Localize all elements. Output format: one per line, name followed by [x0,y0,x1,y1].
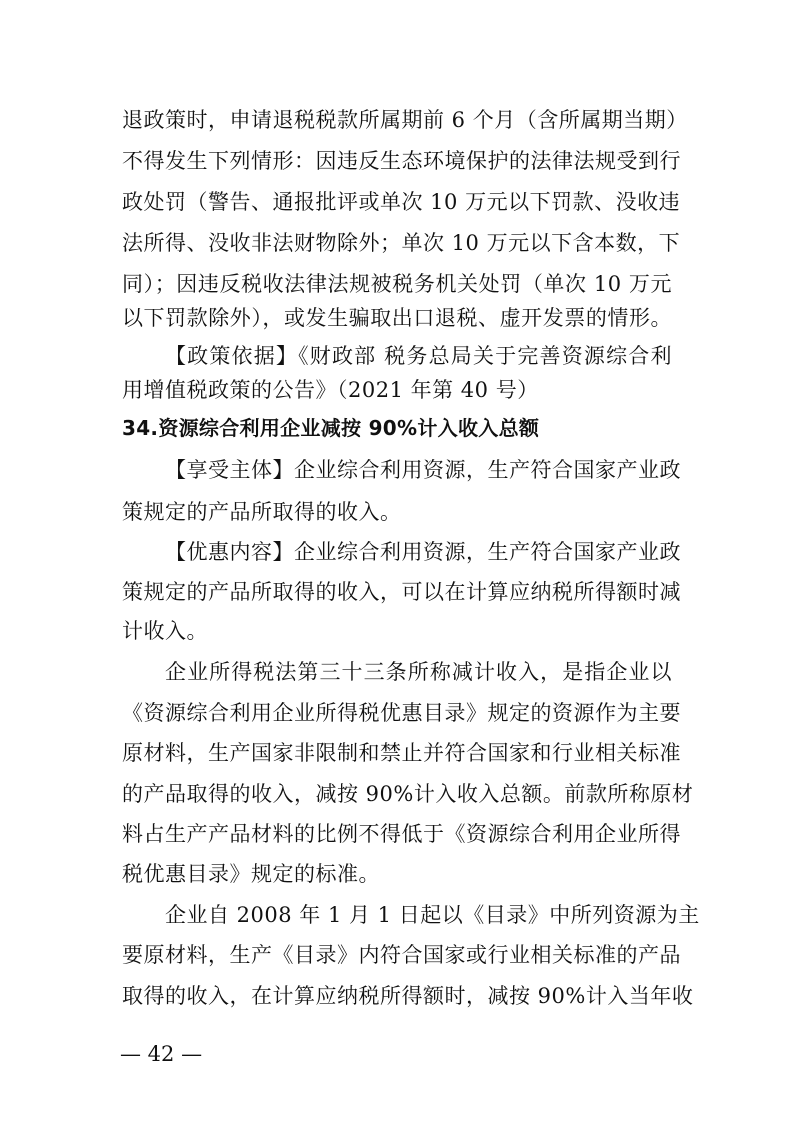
explanation-line: 企业所得税法第三十三条所称减计收入，是指企业以 [165,660,672,684]
since-2008-line: 要原材料，生产《目录》内符合国家或行业相关标准的产品 [122,943,681,967]
policy-basis-line: 用增值税政策的公告》（2021 年第 40 号） [122,378,539,402]
preferential-content-line: 【优惠内容】企业综合利用资源，生产符合国家产业政 [165,540,681,564]
preferential-content-line: 计收入。 [122,619,208,643]
explanation-line: 税优惠目录》规定的标准。 [122,862,380,886]
explanation-line: 原材料，生产国家非限制和禁止并符合国家和行业相关标准 [122,741,681,765]
explanation-line: 《资源综合利用企业所得税优惠目录》规定的资源作为主要 [122,701,681,725]
policy-basis-line: 【政策依据】《财政部 税务总局关于完善资源综合利 [165,344,672,368]
paragraph-line: 法所得、没收非法财物除外；单次 10 万元以下含本数，下 [122,231,681,255]
preferential-content-line: 策规定的产品所取得的收入，可以在计算应纳税所得额时减 [122,580,681,604]
paragraph-line: 同）；因违反税收法律法规被税务机关处罚（单次 10 万元 [122,272,672,296]
paragraph-line: 政处罚（警告、通报批评或单次 10 万元以下罚款、没收违 [122,190,681,214]
beneficiary-line: 策规定的产品所取得的收入。 [122,500,402,524]
paragraph-line: 退政策时，申请退税税款所属期前 6 个月（含所属期当期） [122,108,688,132]
beneficiary-line: 【享受主体】企业综合利用资源，生产符合国家产业政 [165,458,681,482]
page-number: — 42 — [120,1042,203,1066]
section-heading: 34.资源综合利用企业减按 90%计入收入总额 [122,416,540,440]
since-2008-line: 取得的收入，在计算应纳税所得额时，减按 90%计入当年收 [122,984,694,1008]
paragraph-line: 以下罚款除外），或发生骗取出口退税、虚开发票的情形。 [122,306,672,330]
paragraph-line: 不得发生下列情形：因违反生态环境保护的法律法规受到行 [122,149,681,173]
explanation-line: 料占生产产品材料的比例不得低于《资源综合利用企业所得 [122,822,681,846]
since-2008-line: 企业自 2008 年 1 月 1 日起以《目录》中所列资源为主 [165,903,700,927]
explanation-line: 的产品取得的收入，减按 90%计入收入总额。前款所称原材 [122,782,694,806]
